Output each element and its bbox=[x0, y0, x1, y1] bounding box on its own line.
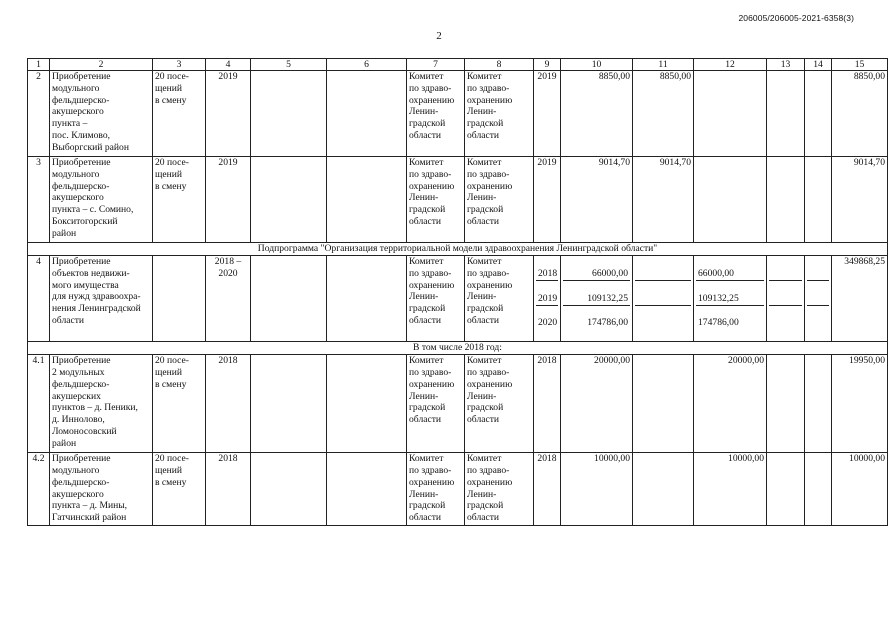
column-number: 7 bbox=[407, 59, 465, 71]
empty-cell bbox=[769, 293, 802, 306]
years-split bbox=[534, 256, 561, 342]
customer: Комитет по здраво- охранению Ленин- градской области bbox=[407, 71, 465, 157]
amount-col12 bbox=[694, 71, 767, 157]
row-number: 4.1 bbox=[28, 355, 50, 453]
object-name: Приобретение 2 модульных фельдшерско- акушерских пунктов – д. Пеники, д. Иннолово, Ломоносовский район bbox=[50, 355, 153, 453]
row-number: 4 bbox=[28, 256, 50, 342]
empty-cell bbox=[327, 256, 407, 342]
amount-col12: 10000,00 bbox=[694, 453, 767, 526]
table-row bbox=[28, 256, 888, 342]
amount-col15: 349868,25 bbox=[832, 256, 888, 342]
empty-cell bbox=[767, 355, 805, 453]
customer: Комитет по здраво- охранению Ленин- градской области bbox=[407, 453, 465, 526]
year: 2019 bbox=[538, 292, 558, 304]
customer: Комитет по здраво- охранению Ленин- градской области bbox=[407, 157, 465, 243]
column-number: 1 bbox=[28, 59, 50, 71]
executor: Комитет по здраво- охранению Ленин- градской области bbox=[465, 453, 534, 526]
row-number: 3 bbox=[28, 157, 50, 243]
table-row bbox=[28, 157, 888, 243]
object-name: Приобретение модульного фельдшерско- акушерского пункта – пос. Климово, Выборгский район bbox=[50, 71, 153, 157]
amount-total: 174786,00 bbox=[587, 317, 628, 329]
empty-cell bbox=[327, 157, 407, 243]
empty-cell bbox=[327, 355, 407, 453]
empty-cell bbox=[635, 293, 691, 306]
column-number: 8 bbox=[465, 59, 534, 71]
year: 2019 bbox=[534, 157, 561, 243]
empty-cell bbox=[327, 453, 407, 526]
page-number: 2 bbox=[436, 30, 442, 42]
empty-cell bbox=[767, 71, 805, 157]
empty-cell bbox=[635, 317, 691, 329]
year: 2018 bbox=[534, 453, 561, 526]
amount-col15: 8850,00 bbox=[832, 71, 888, 157]
row-number: 2 bbox=[28, 71, 50, 157]
amount-total: 10000,00 bbox=[561, 453, 633, 526]
customer: Комитет по здраво- охранению Ленин- градской области bbox=[407, 256, 465, 342]
table-row bbox=[28, 71, 888, 157]
column-number: 5 bbox=[251, 59, 327, 71]
empty-cell bbox=[251, 453, 327, 526]
column-number: 13 bbox=[767, 59, 805, 71]
empty-cell bbox=[767, 157, 805, 243]
amount-total: 9014,70 bbox=[561, 157, 633, 243]
subprogram-title: Подпрограмма "Организация территориальной модели здравоохранения Ленинградской области" bbox=[28, 243, 888, 256]
column-number: 10 bbox=[561, 59, 633, 71]
amount-col12: 174786,00 bbox=[698, 317, 739, 329]
column-number: 14 bbox=[805, 59, 832, 71]
executor: Комитет по здраво- охранению Ленин- градской области bbox=[465, 71, 534, 157]
empty-cell bbox=[153, 256, 206, 342]
empty-cell bbox=[327, 71, 407, 157]
capacity: 20 посе- щений в смену bbox=[153, 453, 206, 526]
column-number: 15 bbox=[832, 59, 888, 71]
period: 2018 – 2020 bbox=[206, 256, 251, 342]
period: 2019 bbox=[206, 71, 251, 157]
including-row bbox=[28, 342, 888, 355]
customer: Комитет по здраво- охранению Ленин- градской области bbox=[407, 355, 465, 453]
capacity: 20 посе- щений в смену bbox=[153, 355, 206, 453]
empty-cell bbox=[805, 453, 832, 526]
year: 2018 bbox=[538, 267, 558, 279]
empty-cell bbox=[807, 317, 829, 329]
including-title: В том числе 2018 год: bbox=[28, 342, 888, 355]
amount-col12: 109132,25 bbox=[696, 293, 764, 306]
capacity: 20 посе- щений в смену bbox=[153, 71, 206, 157]
subprogram-row bbox=[28, 243, 888, 256]
empty-cell bbox=[769, 268, 802, 281]
empty-cell bbox=[251, 157, 327, 243]
empty-cell bbox=[251, 355, 327, 453]
executor: Комитет по здраво- охранению Ленин- градской области bbox=[465, 355, 534, 453]
amount-col15: 9014,70 bbox=[832, 157, 888, 243]
year: 2020 bbox=[538, 317, 558, 329]
column-number: 12 bbox=[694, 59, 767, 71]
amount-col11: 8850,00 bbox=[633, 71, 694, 157]
amount-col12-split bbox=[694, 256, 767, 342]
executor: Комитет по здраво- охранению Ленин- градской области bbox=[465, 157, 534, 243]
amount-total: 109132,25 bbox=[563, 293, 630, 306]
empty-cell bbox=[633, 453, 694, 526]
empty-cell bbox=[767, 453, 805, 526]
amount-total: 66000,00 bbox=[563, 268, 630, 281]
amount-col11-split bbox=[633, 256, 694, 342]
column-number: 9 bbox=[534, 59, 561, 71]
column-number: 4 bbox=[206, 59, 251, 71]
column-number: 11 bbox=[633, 59, 694, 71]
object-name: Приобретение модульного фельдшерско- акушерского пункта – д. Мины, Гатчинский район bbox=[50, 453, 153, 526]
amount-col15: 19950,00 bbox=[832, 355, 888, 453]
empty-cell bbox=[769, 317, 802, 329]
object-name: Приобретение модульного фельдшерско- акушерского пункта – с. Сомино, Бокситогорский район bbox=[50, 157, 153, 243]
period: 2019 bbox=[206, 157, 251, 243]
document-id: 206005/206005-2021-6358(3) bbox=[738, 13, 854, 23]
program-table bbox=[27, 58, 888, 526]
empty-cell bbox=[805, 71, 832, 157]
period: 2018 bbox=[206, 453, 251, 526]
table-row bbox=[28, 355, 888, 453]
amount-total-split bbox=[561, 256, 633, 342]
empty-split bbox=[767, 256, 805, 342]
year: 2019 bbox=[534, 71, 561, 157]
empty-cell bbox=[633, 355, 694, 453]
period: 2018 bbox=[206, 355, 251, 453]
empty-cell bbox=[807, 268, 829, 281]
empty-cell bbox=[805, 157, 832, 243]
executor: Комитет по здраво- охранению Ленин- градской области bbox=[465, 256, 534, 342]
row-number: 4.2 bbox=[28, 453, 50, 526]
column-number-row bbox=[28, 59, 888, 71]
amount-col12 bbox=[694, 157, 767, 243]
amount-total: 8850,00 bbox=[561, 71, 633, 157]
year: 2018 bbox=[534, 355, 561, 453]
empty-cell bbox=[805, 355, 832, 453]
empty-cell bbox=[807, 293, 829, 306]
amount-total: 20000,00 bbox=[561, 355, 633, 453]
capacity: 20 посе- щений в смену bbox=[153, 157, 206, 243]
amount-col11: 9014,70 bbox=[633, 157, 694, 243]
column-number: 2 bbox=[50, 59, 153, 71]
table-row bbox=[28, 453, 888, 526]
empty-cell bbox=[251, 256, 327, 342]
amount-col12: 66000,00 bbox=[696, 268, 764, 281]
empty-split bbox=[805, 256, 832, 342]
object-name: Приобретение объектов недвижи- мого имущества для нужд здравоохра- нения Ленинградской области bbox=[50, 256, 153, 342]
empty-cell bbox=[251, 71, 327, 157]
column-number: 3 bbox=[153, 59, 206, 71]
amount-col15: 10000,00 bbox=[832, 453, 888, 526]
column-number: 6 bbox=[327, 59, 407, 71]
amount-col12: 20000,00 bbox=[694, 355, 767, 453]
empty-cell bbox=[635, 268, 691, 281]
